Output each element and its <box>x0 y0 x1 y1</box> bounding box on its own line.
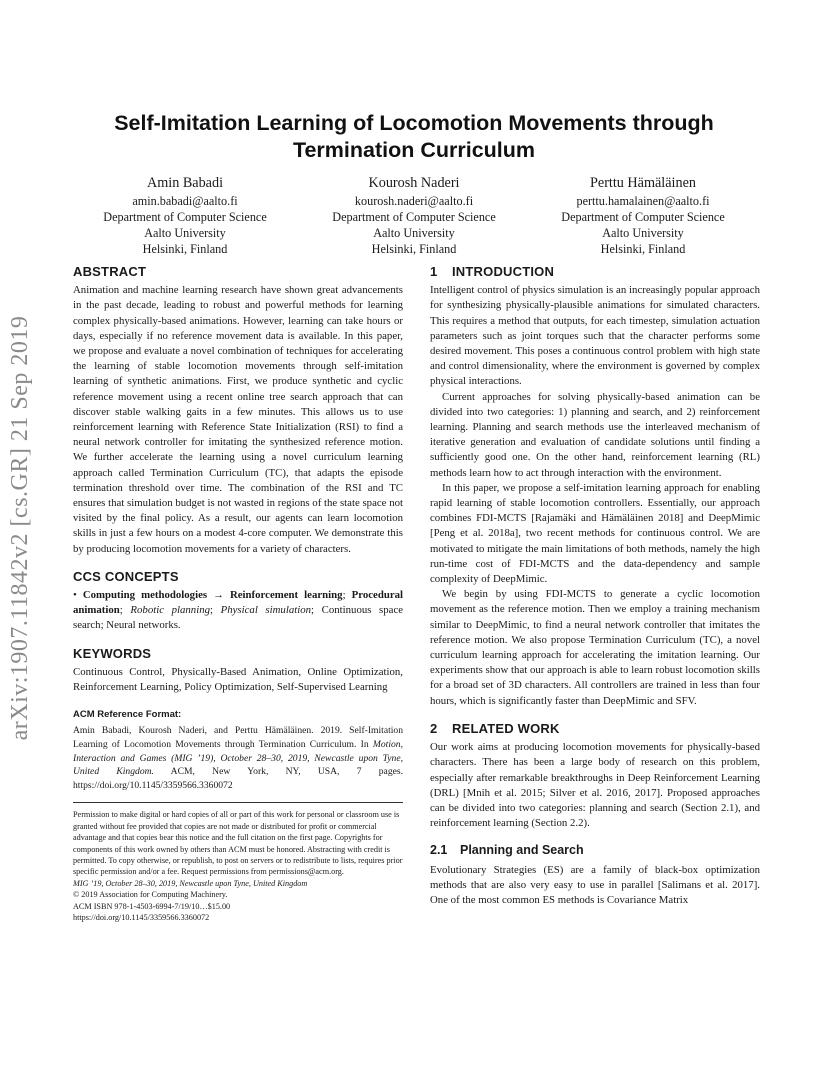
author-city: Helsinki, Finland <box>371 242 457 256</box>
paper-title <box>70 110 758 164</box>
intro-paragraph-4: We begin by using FDI-MCTS to generate a cyclic locomotion movement as the reference motion. Then we employ a training mechanism similar to DeepMimic, to find a neural network controller that imitates the reference motion. We also propose Termination Curriculum (TC), a novel curriculum learning approach for accelerating the imitation learning. Our experiments show that our approach is able to learn robust locomotion skills for a broad set of 3D characters. All controllers are trained in less than four hours, which is significantly faster than DeepMimic and SFV. <box>430 588 760 707</box>
acm-ref-part1: Amin Babadi, Kourosh Naderi, and Perttu Hämäläinen. 2019. Self-Imitation Learning of Locomotion Movements through Termination Curriculum. In <box>73 725 403 751</box>
author-city: Helsinki, Finland <box>142 242 228 256</box>
ccs-concept-1: Computing methodologies → Reinforcement learning <box>82 589 343 602</box>
planning-number: 2.1 <box>430 843 448 858</box>
conference-line <box>73 878 403 889</box>
left-column <box>73 264 403 924</box>
ccs-heading: CCS CONCEPTS <box>73 568 179 584</box>
ccs-concept-4: Physical simulation <box>220 604 312 617</box>
intro-number: 1 <box>430 264 438 279</box>
conference-line-text: MIG ’19, October 28–30, 2019, Newcastle upon Tyne, United Kingdom <box>73 878 308 888</box>
ccs-sep: ; <box>119 604 131 617</box>
related-paragraph-1: Our work aims at producing locomotion movements for physically-based characters. There has been a large body of research on this problem, especially after remarkable breakthroughs in Deep Reinforcement Learning (DRL) [Mnih et al. 2015; Silver et al. 2016, 2017]. Proposed approaches can be divided into two categories: planning and search (Section 2.1), and reinforcement learning (Section 2.2). <box>430 741 760 830</box>
related-heading <box>430 721 760 736</box>
arxiv-stamp: arXiv:1907.11842v2 [cs.GR] 21 Sep 2019 <box>7 315 33 741</box>
author-name: Kourosh Naderi <box>368 175 460 191</box>
intro-paragraph-2: Current approaches for solving physically-based animation can be divided into two categories: 1) planning and search, and 2) reinforcement learning. Planning and search methods use the interleaved mechanism of iterative generation and evaluation of candidate solutions until finding a sufficiently good one. On the other hand, reinforcement learning (RL) methods learn how to act through interaction with the environment. <box>430 390 760 479</box>
title-line-1: Self-Imitation Learning of Locomotion Movements through <box>114 111 714 135</box>
author-city: Helsinki, Finland <box>600 242 686 256</box>
abstract-heading: ABSTRACT <box>73 264 147 279</box>
intro-paragraph-1: Intelligent control of physics simulation is an increasingly popular approach for synthesizing physically-plausible animations for simulated characters. This requires a method that outputs, for each timestep, simulation actuation parameters such as joint torques such that the character performs some desired movement. This poses a continuous control problem with high state and control dimensionality, where the environment is governed by complex physical interactions. <box>430 284 760 388</box>
author-dept: Department of Computer Science <box>103 210 267 224</box>
author-name: Perttu Hämäläinen <box>590 175 696 191</box>
planning-paragraph-1: Evolutionary Strategies (ES) are a family of black-box optimization methods that are also very easy to use in parallel [Salimans et al. 2017]. One of the most common ES methods is Covariance Matrix <box>430 863 760 906</box>
acm-ref-text <box>73 724 403 792</box>
author-1 <box>70 174 300 257</box>
isbn-line: ACM ISBN 978-1-4503-6994-7/19/10…$15.00 <box>73 901 231 911</box>
ccs-sep: ; <box>342 589 352 602</box>
intro-paragraph-3: In this paper, we propose a self-imitation learning approach for enabling rapid learning of stable locomotion controllers. Essentially, our approach combines FDI-MCTS [Rajamäki and Hämäläinen 2018] and DeepMimic [Peng et al. 2018a], two recent methods for continuous control. We are motivated to mitigate the main limitations of both methods, namely the high run-time cost of FDI-MCTS and the data-dependency and sample complexity of DeepMimic. <box>430 481 760 586</box>
keywords-text: Continuous Control, Physically-Based Animation, Online Optimization, Reinforcement Learning, Policy Optimization, Self-Supervised Learning <box>73 665 403 694</box>
acm-ref-part2: ACM, New York, NY, USA, 7 pages. https://doi.org/10.1145/3359566.3360072 <box>73 766 404 791</box>
planning-heading <box>430 843 760 858</box>
ccs-concept-2: Procedural animation <box>73 589 404 617</box>
author-email: kourosh.naderi@aalto.fi <box>354 194 474 208</box>
doi-line: https://doi.org/10.1145/3359566.3360072 <box>73 913 210 923</box>
footnote-rule <box>73 802 403 803</box>
abstract-text: Animation and machine learning research have shown great advancements in the past decade, leading to robust and powerful methods for learning complex physically-based animations. However, learning can take hours or days, especially if no reference movement data is available. In this paper, we propose and evaluate a novel combination of techniques for accelerating the learning of stable locomotion movements through self-imitation learning of synthetic animations. First, we produce synthetic and cyclic reference movement using a recent online tree search approach that can discover stable walking gaits in a few minutes. This allows us to use reinforcement learning with Reference State Initialization (RSI) to find a neural network controller for imitating the synthesized reference motion. We further accelerate the learning using a novel curriculum learning approach called Termination Curriculum (TC), that adapts the episode termination threshold over time. The combination of the RSI and TC ensures that simulation budget is not wasted in regions of the state space not visited by the final policy. As a result, our agents can learn locomotion skills in just a few hours on a modest 4-core computer. We demonstrate this by producing locomotion movements for a variety of characters. <box>73 284 403 555</box>
author-name: Amin Babadi <box>146 175 224 191</box>
title-line-2: Termination Curriculum <box>292 138 536 162</box>
author-2 <box>299 174 529 257</box>
planning-title: Planning and Search <box>460 843 584 858</box>
acm-ref-venue: Motion, Interaction and Games (MIG ’19), October 28–30, 2019, Newcastle upon Tyne, United Kingdom. <box>73 739 403 778</box>
author-email: perttu.hamalainen@aalto.fi <box>576 194 710 208</box>
author-dept: Department of Computer Science <box>561 210 725 224</box>
author-email: amin.babadi@aalto.fi <box>132 194 238 208</box>
author-3 <box>528 174 758 257</box>
author-univ: Aalto University <box>144 226 226 240</box>
permission-text: Permission to make digital or hard copies of all or part of this work for personal or classroom use is granted without fee provided that copies are not made or distributed for profit or commercial advantage and that copies bear this notice and the full citation on the first page. Copyrights for components of this work owned by others than ACM must be honored. Abstracting with credit is permitted. To copy otherwise, or republish, to post on servers or to redistribute to lists, requires prior specific permission and/or a fee. Request permissions from permissions@acm.org. <box>73 810 403 877</box>
ccs-text <box>73 588 403 634</box>
permission-block <box>73 809 403 923</box>
intro-heading <box>430 264 760 279</box>
intro-title: INTRODUCTION <box>452 264 555 279</box>
ccs-bullet: • <box>73 589 77 602</box>
related-number: 2 <box>430 720 438 736</box>
copyright-line: © 2019 Association for Computing Machinery. <box>73 890 228 900</box>
related-title: RELATED WORK <box>452 720 560 736</box>
keywords-heading: KEYWORDS <box>73 645 152 661</box>
author-univ: Aalto University <box>373 226 455 240</box>
author-dept: Department of Computer Science <box>332 210 496 224</box>
right-column <box>430 264 760 908</box>
ccs-rest: ; Continuous space search; Neural networks. <box>73 604 404 632</box>
acm-ref-label: ACM Reference Format: <box>73 709 182 721</box>
author-univ: Aalto University <box>602 226 684 240</box>
ccs-concept-3: Robotic planning <box>130 604 211 617</box>
ccs-sep: ; <box>210 604 221 617</box>
